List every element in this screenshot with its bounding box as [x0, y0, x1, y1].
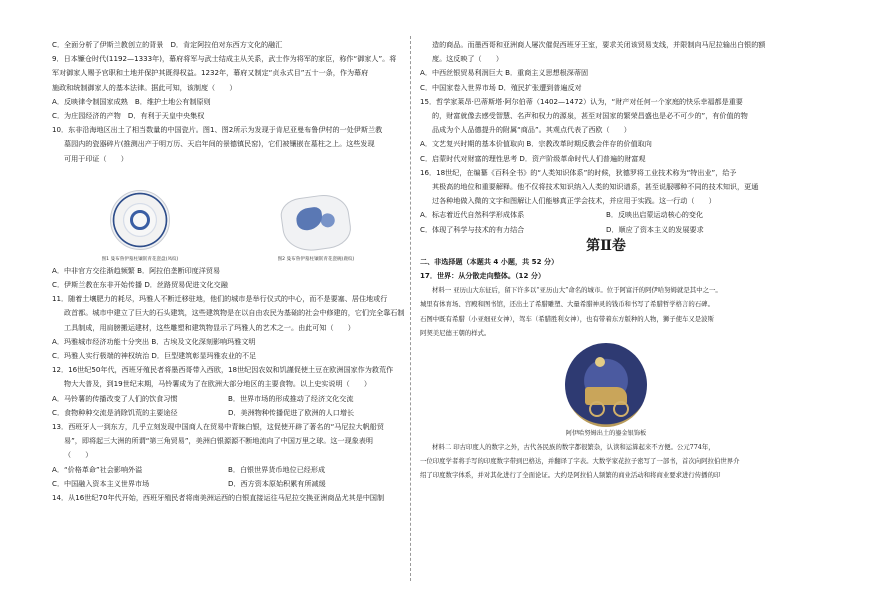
text-line: 政首都。城市中建立了巨大的石头建筑，这些建筑物是在以自由农民为基础的社会中修建的，它们完全靠石制: [64, 308, 404, 318]
text-line: 13．西班牙人一到东方，几乎立刻发现中国商人在贸易中青睐白银，这促使开辟了著名的“马尼拉大帆船贸: [52, 422, 384, 432]
right-column: [420, 38, 792, 483]
moon-motif: [595, 357, 605, 367]
material-1-line: 阿契美尼德王朝的样式。: [420, 328, 491, 337]
option-row: [420, 223, 792, 237]
volume-heading: 第Ⅱ卷: [586, 237, 626, 254]
text-line: 9．日本镰仓时代(1192—1333年)，幕府将军与武士结成主从关系，武士作为将军的家臣，称作“御家人”。将: [52, 54, 397, 64]
option-text: B．世界市场的形成推动了经济文化交流: [228, 393, 354, 403]
text-line: A．文艺复兴时期的基本价值取向 B．宗教改革时期反教会伴存的价值取向: [420, 139, 652, 149]
text-line: 14．从16世纪70年代开始，西班牙殖民者将南美洲运西的白银直接运往马尼拉交换亚洲商品尤其是中国制: [52, 493, 385, 503]
text-line: （ ）: [64, 450, 93, 460]
text-line: C．玛雅人实行极端的神权统治 D．巨型建筑彰显玛雅农业的不足: [52, 351, 257, 361]
text-line: 可用于印证（ ）: [64, 153, 128, 163]
material-2-line: 一位印度学者将手写的印度数字带到巴格达，并翻译了字表。大数学家花拉子密写了一部书，首次向阿拉伯世界介: [420, 457, 740, 466]
text-line: C．中国家卷入世界市场 D．殖民扩张遭到普遍反对: [420, 82, 582, 92]
option-text: A．马铃薯的传播改变了人们的饮食习惯: [52, 393, 178, 403]
text-line: C．伊斯兰教在东非开始传播 D．丝路贸易促进文化交融: [52, 280, 228, 290]
text-line: 12．16世纪50年代，西班牙殖民者将墨西哥带入西欧，18世纪因农奴和饥謹促使土豆在欧洲国家作为救荒作: [52, 365, 394, 375]
text-line: A．中西丝银贸易利润巨大 B．重商主义思想根深蒂固: [420, 68, 589, 78]
porcelain-figure: [278, 196, 355, 264]
option-text: A．“价格革命”社会影响外溢: [52, 464, 143, 474]
text-line: 度。这反映了（ ）: [432, 54, 503, 64]
option-text: D．美洲物种传播促进了欧洲的人口增长: [228, 407, 355, 417]
option-text: D．西方资本原始积累有所减缓: [228, 478, 326, 488]
option-text: D．顺应了资本主义的发展要求: [606, 224, 704, 234]
text-line: 造的商品。而墨西哥和亚洲商人屡次催促西班牙王室，要求关闭该贸易支线，并限制向马尼拉输出白银的额: [432, 40, 766, 49]
option-text: B．反映出启蒙运动核心的变化: [606, 210, 704, 220]
material-2-line: 绍了印度数字体系，并对其化进行了全面论证。大约是阿拉伯人频繁的商业活动和将商业要求进行传播的印: [420, 471, 721, 480]
text-line: 工具制成，用肩膀搬运建材，这些雕塑和建筑物显示了玛雅人的艺术之一。由此可知（ ）: [64, 322, 355, 332]
porcelain-figure: [102, 190, 179, 264]
text-line: 物大大普及，到19世纪末期，马铃薯成为了在欧洲大部分地区的主要食物。以上史实说明（ ）: [64, 379, 371, 389]
option-row: [52, 477, 404, 491]
porcelain-bowl-image: [279, 191, 354, 254]
option-row: [420, 208, 792, 222]
gilded-silver-plaque-image: [565, 343, 647, 427]
porcelain-figures: [52, 168, 404, 264]
section-heading: 二、非选择题（本题共 4 小题，共 52 分）: [420, 256, 559, 266]
artifact-figure: [420, 343, 792, 439]
text-line: 11．随着土壤肥力的耗尽，玛雅人不断迁移驻地，他们的城市是举行仪式的中心，而不是要塞、居住地或行: [52, 294, 388, 304]
option-row: [52, 406, 404, 420]
material-1-line: 城里有体育场、宫殿和图书馆，还出土了希腊雕塑、大量希腊神灵的钱币和书写了希腊哲学格言的石碑。: [420, 300, 714, 309]
column-divider: [410, 36, 411, 581]
figure-caption: 图1 曼布鲁伊墓柱镶嵌青花瓷盘(凤纹): [101, 256, 179, 262]
porcelain-plate-image: [110, 190, 170, 250]
artifact-caption: 阿伊哈努姆出土的鎏金银饰板: [565, 430, 647, 438]
option-row: [52, 463, 404, 477]
text-line: C．全面分析了伊斯兰教创立的背景 D．肯定阿拉伯对东西方文化的融汇: [52, 40, 283, 49]
question-17-title: 17．世界：从分散走向整体。（12 分）: [420, 271, 546, 281]
text-line: 15．哲学家莱昂·巴蒂斯塔·阿尔伯蒂（1402—1472）认为，“财产对任何一个家庭的快乐幸福都是重要: [420, 96, 743, 106]
text-line: C．启蒙时代对财富的理性思考 D．资产阶级革命时代人们普遍的财富观: [420, 153, 646, 163]
material-2-line: 材料二 印古印度人的数字之外，古代各民族的数字都很繁杂，认读和运算起来不方便。公元774年，: [432, 443, 715, 452]
text-line: C．为庄园经济的产物 D．有利于天皇中央集权: [52, 111, 205, 121]
text-line: A．中非官方交往渐趋频繁 B．阿拉伯垄断印度洋贸易: [52, 265, 221, 275]
left-column: [52, 38, 404, 505]
option-row: [52, 392, 404, 406]
text-line: 墓园内的瓷器碎片(推测出产于明万历、天启年间的景德镇民窑)，它们被镶嵌在墓柱之上。这些发现: [64, 139, 375, 149]
material-1-line: 石图中既有希腊（小亚细亚女神），驾车（希腊胜利女神），也有带着东方版种的人物，狮子使车又是波斯: [420, 314, 714, 323]
text-line: 品成为个人品德提升的附属“商品”。其观点代表了西欧（ ）: [432, 125, 631, 135]
option-text: C．食物种种交流是消除饥荒的主要途径: [52, 407, 178, 417]
text-line: 16．18世纪，在编纂《百科全书》的“人类知识体系”的时候，狄德罗将工业技术称为“特出业”，给予: [420, 167, 737, 177]
text-line: A．反映律令制国家成熟 B．维护土地公有制原则: [52, 96, 211, 106]
material-1-line: 材料一 亚历山大东征后，留下许多以“亚历山大”命名的城市。位于阿富汗的阿伊哈努姆就是其中之一。: [432, 286, 722, 295]
text-line: 施政和统制御家人的基本法律。据此可知，该制度（ ）: [52, 82, 237, 92]
text-line: A．玛雅城市经济功能十分突出 B．古埃及文化深刻影响玛雅文明: [52, 336, 256, 346]
option-text: B．白银世界货币地位已经形成: [228, 464, 326, 474]
text-line: 易”，即将起三大洲的所谓“第三角贸易”，美洲白银源源不断地流向了中国万里之球。这一现象表明: [64, 436, 373, 446]
figure-caption: 图2 曼布鲁伊墓柱镶嵌青花瓷碗(鹿纹): [277, 256, 355, 262]
text-line: 其极高的地位和重要解释。他不仅将技术知识纳入人类的知识谱系，甚至说服哪种不同的技术知识，更通: [432, 182, 759, 192]
text-line: 10．东非沿海地区出土了相当数量的中国瓷片。图1、图2所示为发现于肯尼亚曼布鲁伊村的一处伊斯兰教: [52, 125, 383, 135]
text-line: 的，财富就像去感受智慧、名声和权力的源泉，甚至对国家的繁荣昌盛也是必不可少的”，有价值的物: [432, 111, 748, 121]
option-text: C．体现了科学与技术的有力结合: [420, 224, 525, 234]
chariot-wheel: [613, 401, 629, 417]
option-text: A．标志着近代自然科学形成体系: [420, 210, 525, 220]
text-line: 军对御家人赐予官职和土地并保护其既得权益。1232年，幕府又制定“贞永式目”五十一条，作为幕府: [52, 68, 369, 78]
text-line: 过各种地做入微的文字和图解让人们能够真正学会技术，并应用于实践。这一行动（ ）: [432, 196, 716, 206]
option-text: C．中国融入资本主义世界市场: [52, 478, 150, 488]
